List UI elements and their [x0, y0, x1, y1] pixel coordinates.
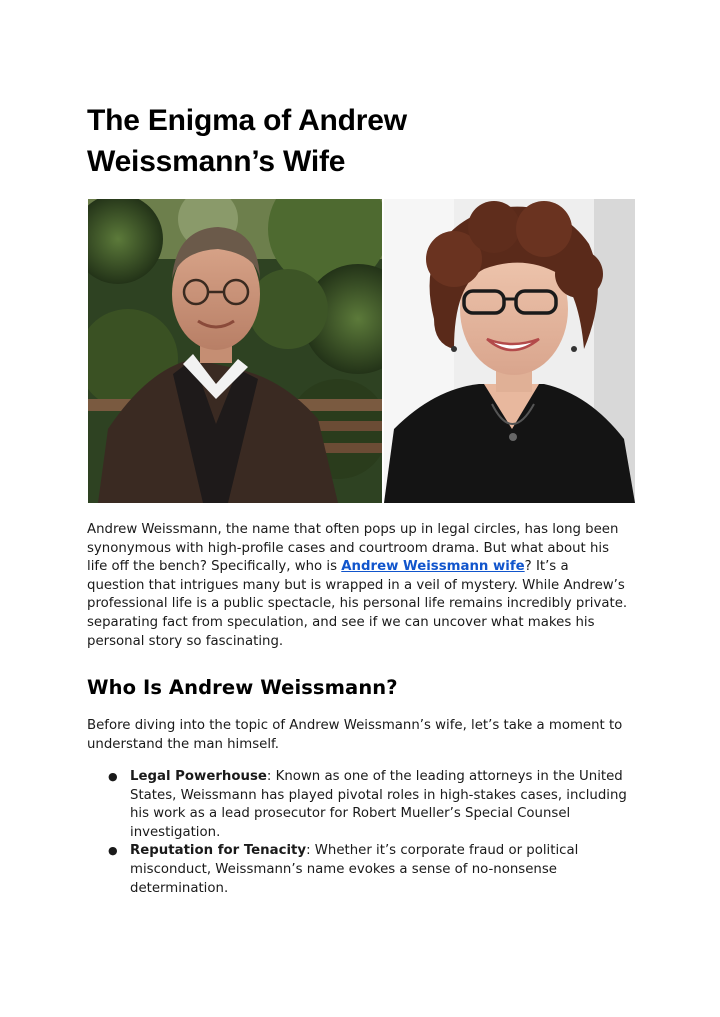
intro-line-4: question that intrigues many but is wrapped in a veil of mystery. While Andrew’s [87, 577, 625, 593]
bullet-line-4: investigation. [130, 824, 221, 840]
bullet-line-1 [130, 768, 647, 787]
list-item [87, 768, 647, 842]
bullet-icon: ● [108, 770, 118, 783]
intro-paragraph [87, 521, 647, 651]
hero-image [88, 199, 635, 503]
bullet-line-1 [130, 842, 647, 861]
section-heading: Who Is Andrew Weissmann? [87, 676, 398, 699]
intro-line-6: separating fact from speculation, and see if we can uncover what makes his [87, 614, 595, 630]
list-item [87, 842, 647, 898]
intro-line-2: synonymous with high-profile cases and courtroom drama. But what about his [87, 540, 610, 556]
bullet-line-1-rest: : Known as one of the leading attorneys in the United [266, 769, 623, 784]
intro-line-3-start: life off the bench? Specifically, who is [87, 559, 342, 575]
intro-line-1: Andrew Weissmann, the name that often pops up in legal circles, has long been [87, 522, 619, 537]
bullet-line-2: misconduct, Weissmann’s name evokes a sense of no-nonsense [130, 861, 557, 877]
bullet-line-3: his work as a lead prosecutor for Robert Mueller’s Special Counsel [130, 806, 571, 822]
intro-line-3 [87, 558, 647, 577]
section-intro-paragraph [87, 717, 647, 754]
section-intro-line-2: understand the man himself. [87, 736, 279, 752]
woman-portrait-icon [384, 199, 635, 503]
bullet-list [87, 768, 647, 898]
bullet-term: Reputation for Tenacity [130, 843, 307, 859]
intro-line-5: professional life is a public spectacle, his personal life remains incredibly private. [87, 596, 628, 612]
title-line-2: Weissmann’s Wife [87, 145, 346, 178]
bullet-term: Legal Powerhouse [130, 769, 267, 784]
bullet-line-2: States, Weissmann has played pivotal roles in high-stakes cases, including [130, 787, 627, 803]
bullet-icon: ● [108, 844, 118, 858]
man-portrait-icon [88, 199, 382, 503]
article-title [87, 100, 647, 182]
andrew-weissmann-wife-link[interactable]: Andrew Weissmann wife [341, 559, 525, 575]
bullet-line-1-rest: : Whether it’s corporate fraud or political [306, 843, 579, 859]
bullet-line-3: determination. [130, 880, 229, 896]
title-line-1: The Enigma of Andrew [87, 104, 407, 137]
intro-line-3-end: ? It’s a [524, 559, 569, 575]
section-intro-line-1: Before diving into the topic of Andrew Weissmann’s wife, let’s take a moment to [87, 718, 623, 733]
intro-line-7: personal story so fascinating. [87, 633, 284, 649]
